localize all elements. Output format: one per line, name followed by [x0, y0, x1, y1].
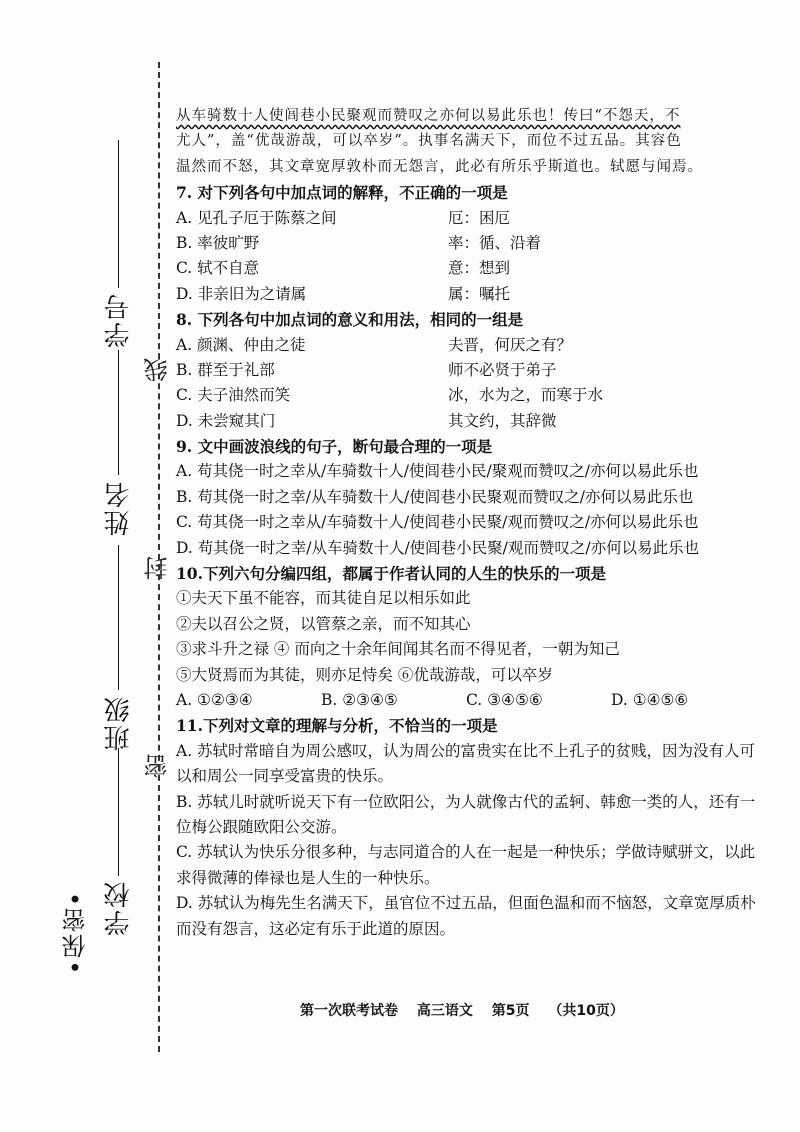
- question-11-stem: 11.下列对文章的理解与分析，不恰当的一项是: [176, 716, 498, 736]
- school-blank: [118, 748, 119, 876]
- footer-subject: 高三语文: [416, 1003, 473, 1019]
- question-10-choices: [176, 688, 758, 713]
- question-10-item-5-6: ⑤大贤焉而为其徒，则亦足恃矣 ⑥优哉游哉，可以卒岁: [176, 665, 553, 684]
- question-10-item-1-2: ①夫天下虽不能容，而其徒自足以相乐如此: [176, 589, 471, 608]
- question-9-option-c: C. 苟其侥一时之幸从/车骑数十人/使闾巷小民聚/观而赞叹之/亦何以易此乐也: [176, 513, 699, 532]
- binding-dashed-line: [158, 62, 160, 1052]
- footer-exam: 第一次联考试卷: [300, 1003, 398, 1019]
- seal-word-seal: 封: [144, 556, 172, 580]
- question-9-option-b: B. 苟其侥一时之幸/从车骑数十人/使闾巷小民聚观而赞叹之/亦何以易此乐也: [176, 487, 694, 506]
- question-10-choice-a: A. ①②③④: [176, 690, 253, 709]
- question-7-stem: 7. 对下列各句中加点词的解释，不正确的一项是: [176, 183, 508, 203]
- confidential-mark: •保密•: [62, 890, 90, 975]
- question-7-option-d: D. 非亲旧为之请属 属：嘱托: [176, 284, 511, 303]
- footer-page: 第5页: [491, 1003, 530, 1019]
- question-7-option-c: C. 轼不自意 意：想到: [176, 259, 511, 278]
- question-10-item-3-4: ③求斗升之禄 ④ 而向之十余年间闻其名而不得见者，一朝为知己: [176, 640, 620, 659]
- question-7-option-b: B. 率彼旷野 率：循、沿着: [176, 233, 542, 252]
- question-9-option-a: A. 苟其侥一时之幸从/车骑数十人/使闾巷小民/聚观而赞叹之/亦何以易此乐也: [176, 462, 699, 481]
- name-blank: [118, 350, 119, 475]
- question-10-choice-d: D. ①④⑤⑥: [611, 690, 689, 709]
- question-8-option-a: A. 颜渊、仲由之徒 夫晋，何厌之有？: [176, 335, 573, 354]
- question-8-option-b: B. 群至于礼部 师不必贤于弟子: [176, 360, 557, 379]
- question-10-choice-b: B. ②③④⑤: [321, 690, 398, 709]
- question-11-option-a: A. 苏轼时常暗自为周公感叹，认为周公的富贵实在比不上孔子的贫贱，因为没有人可以和周公一同享受富贵的快乐。: [176, 741, 756, 786]
- school-label: 学校: [104, 880, 134, 936]
- seal-word-line: 线: [144, 358, 172, 382]
- question-8-option-c: C. 夫子油然而笑 冰，水为之，而寒于水: [176, 386, 604, 405]
- student-id-label: 学号: [104, 292, 134, 348]
- passage-line-2: 尤人”，盖“优哉游哉，可以卒岁”。执事名满天下，而位不过五品。其容色: [176, 133, 682, 150]
- question-10-choice-c: C. ③④⑤⑥: [466, 690, 543, 709]
- footer-total: （共10页）: [548, 1003, 624, 1019]
- passage-line-3: 温然而不怒，其文章宽厚敦朴而无怨言，此必有所乐乎斯道也。轼愿与闻焉。: [176, 158, 703, 175]
- question-8-stem: 8. 下列各句中加点词的意义和用法，相同的一组是: [176, 310, 524, 330]
- class-label: 班级: [104, 695, 134, 751]
- question-10-item-2: ②夫以召公之贤，以管蔡之亲，而不知其心: [176, 614, 471, 633]
- name-label: 姓名: [104, 480, 134, 536]
- question-9-option-d: D. 苟其侥一时之幸/从车骑数十人/使闾巷小民聚/观而赞叹之/亦何以易此乐也: [176, 538, 700, 557]
- question-11-option-d: D. 苏轼认为梅先生名满天下，虽官位不过五品，但面色温和而不恼怒，文章宽厚质朴而没有怨言，这必定有乐于此道的原因。: [176, 894, 756, 938]
- question-10-stem: 10.下列六句分编四组，都属于作者认同的人生的快乐的一项是: [176, 564, 606, 584]
- binding-margin: [0, 0, 175, 1132]
- question-11-option-c: C. 苏轼认为快乐分很多种，与志同道合的人在一起是一种快乐；学做诗赋骈文，以此求得微薄的俸禄也是人生的一种快乐。: [176, 843, 756, 887]
- page-footer: [300, 1000, 638, 1020]
- student-id-blank: [118, 140, 119, 288]
- exam-content: [176, 104, 758, 942]
- question-8-option-d: D. 未尝窥其门 其文约，其辞微: [176, 411, 557, 430]
- passage-line-1: 从车骑数十人使闾巷小民聚观而赞叹之亦何以易此乐也！传曰“不怨天，不: [176, 108, 681, 124]
- seal-word-secret: 密: [144, 754, 172, 778]
- question-9-stem: 9. 文中画波浪线的句子，断句最合理的一项是: [176, 437, 493, 457]
- class-blank: [118, 545, 119, 690]
- question-7-option-a: A. 见孔子厄于陈蔡之间 厄：困厄: [176, 208, 511, 227]
- question-11-option-b: B. 苏轼儿时就听说天下有一位欧阳公，为人就像古代的孟轲、韩愈一类的人，还有一位梅公跟随欧阳公交游。: [176, 792, 756, 836]
